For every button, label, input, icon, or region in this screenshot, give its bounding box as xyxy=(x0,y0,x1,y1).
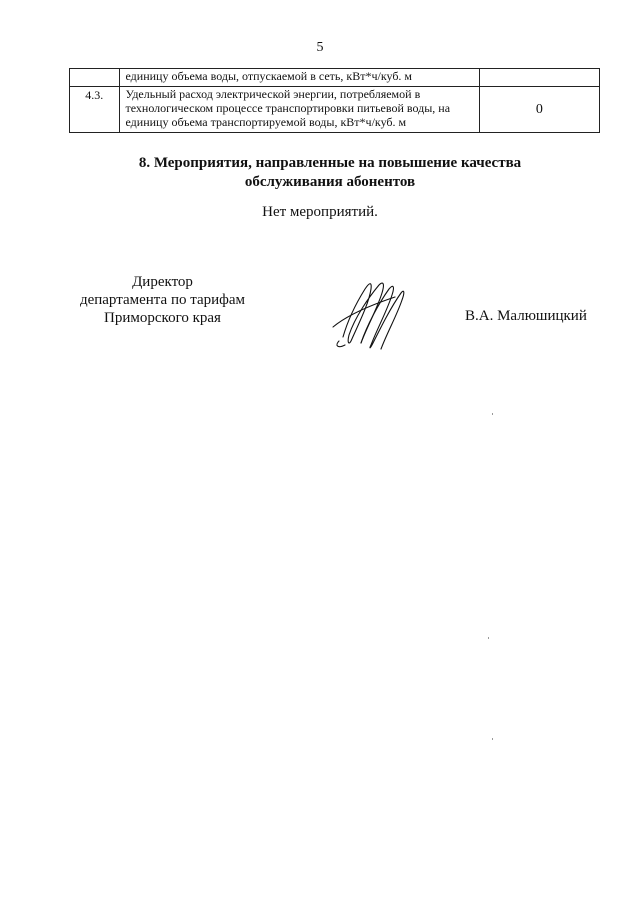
handwritten-signature xyxy=(325,275,415,355)
signer-name: В.А. Малюшицкий xyxy=(465,308,587,324)
section-body-text: Нет мероприятий. xyxy=(262,204,378,220)
page-number: 5 xyxy=(316,40,324,55)
parameters-table xyxy=(69,68,600,133)
description-line: единицу объема воды, отпускаемой в сеть, кВт*ч/куб. м xyxy=(125,69,413,83)
row-number-cell: 4.3. xyxy=(70,87,120,133)
signatory-title xyxy=(60,273,265,327)
description-line: Удельный расход электрической энергии, потребляемой в xyxy=(125,87,421,101)
scan-speck xyxy=(492,413,493,415)
row-value-cell xyxy=(479,69,599,87)
row-value-cell: 0 xyxy=(479,87,599,133)
section-heading-line: обслуживания абонентов xyxy=(244,174,416,190)
row-number-cell xyxy=(70,69,120,87)
scan-speck xyxy=(488,637,489,639)
signatory-title-line: Директор xyxy=(132,274,193,290)
table-row xyxy=(70,69,600,87)
description-line: единицу объема транспортируемой воды, кВт*ч/куб. м xyxy=(125,115,407,129)
signatory-title-line: департамента по тарифам xyxy=(79,292,246,308)
row-description-cell xyxy=(119,69,479,87)
row-description-cell xyxy=(119,87,479,133)
signatory-title-line: Приморского края xyxy=(104,310,221,326)
description-line: технологическом процессе транспортировки питьевой воды, на xyxy=(125,101,451,115)
section-heading xyxy=(60,154,600,192)
scan-speck xyxy=(492,738,493,740)
section-heading-line: 8. Мероприятия, направленные на повышение качества xyxy=(138,155,522,171)
table-row xyxy=(70,87,600,133)
